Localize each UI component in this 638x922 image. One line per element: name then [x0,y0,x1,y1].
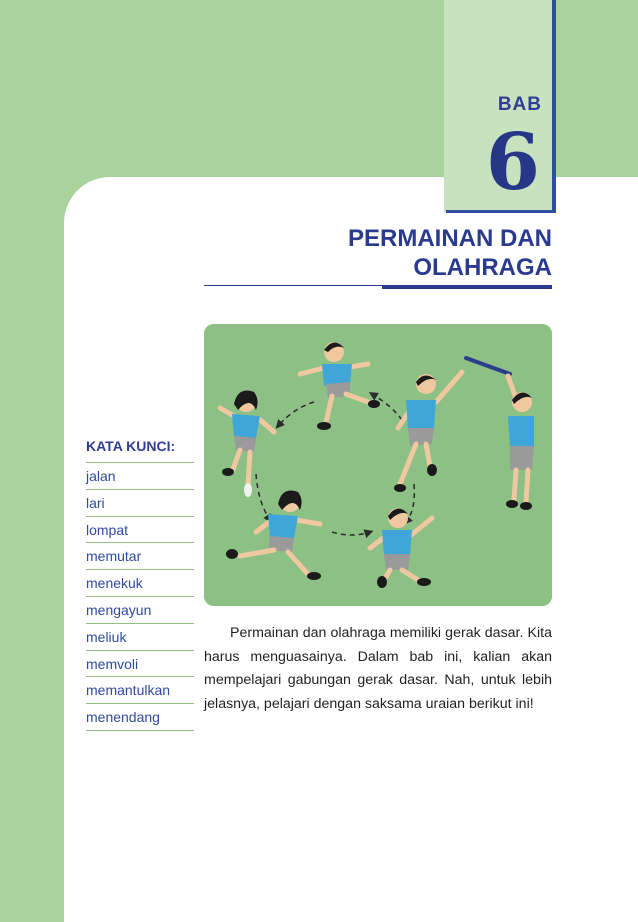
keyword-item: memantulkan [86,677,194,704]
chapter-title-line1: PERMAINAN DAN [348,225,552,252]
chapter-tab-shadow-bottom [446,210,556,213]
title-underline-accent [382,285,552,289]
children-playing-game-illustration [204,324,552,606]
chapter-number: 6 [485,117,540,208]
keywords-list [86,462,194,731]
intro-paragraph: Permainan dan olahraga memiliki gerak dasar. Kita harus menguasainya. Dalam bab ini, kalian akan mempelajari gabungan gerak dasar. Nah, untuk lebih jelasnya, pelajari dengan saksama uraian berikut ini! [204,625,552,712]
illustration-svg [204,324,552,606]
keyword-item: menekuk [86,570,194,597]
keyword-item: menendang [86,704,194,731]
keyword-item: lari [86,490,194,517]
grass-field [204,324,552,606]
chapter-tab-shadow [552,0,556,212]
keyword-item: jalan [86,463,194,490]
keyword-item: meliuk [86,624,194,651]
keyword-item: memutar [86,543,194,570]
keyword-item: memvoli [86,651,194,678]
chapter-label: BAB [497,94,542,115]
keyword-item: mengayun [86,597,194,624]
keywords-heading: KATA KUNCI: [86,438,176,454]
chapter-title-line2: OLAHRAGA [413,254,552,281]
keyword-item: lompat [86,517,194,544]
chapter-title [204,224,552,282]
